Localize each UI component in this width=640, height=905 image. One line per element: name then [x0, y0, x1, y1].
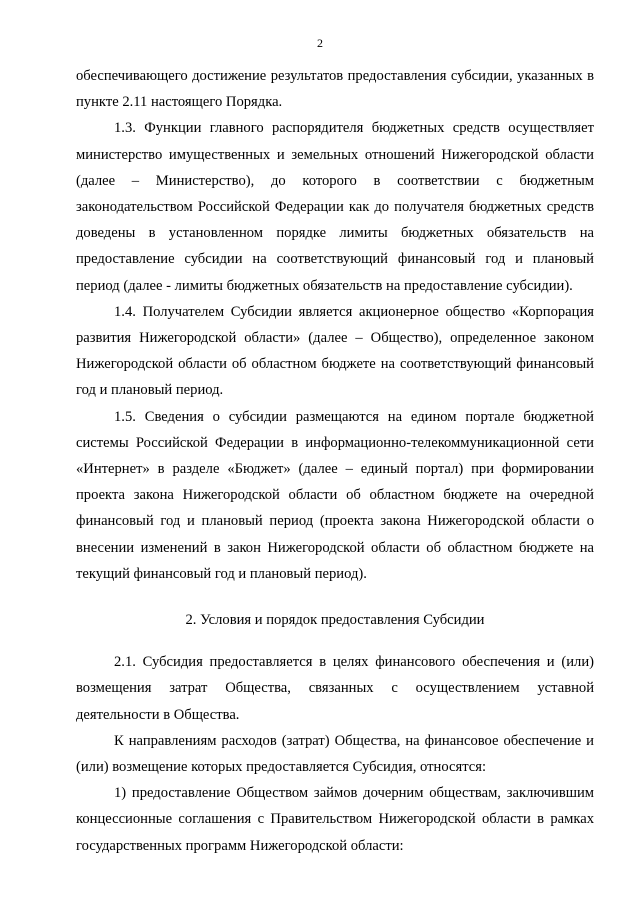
list-item-1: 1) предоставление Обществом займов дочерним обществам, заключившим концессионные соглашения с Правительством Нижегородской области в рамках государственных программ Нижегородской области: [76, 785, 594, 854]
section-heading-2: 2. Условия и порядок предоставления Субсидии [185, 612, 485, 629]
paragraph-1-4: 1.4. Получателем Субсидии является акционерное общество «Корпорация развития Нижегородской области» (далее – Общество), определенное законом Нижегородской области об областном бюджете на соответствующий финансовый год и плановый период. [76, 303, 594, 399]
paragraph-expense-directions: К направлениям расходов (затрат) Общества, на финансовое обеспечение и (или) возмещение которых предоставляется Субсидия, относятся: [76, 732, 594, 776]
paragraph-1-3: 1.3. Функции главного распорядителя бюджетных средств осуществляет министерство имущественных и земельных отношений Нижегородской области (далее – Министерство), до которого в соответствии с бюджетным законодательством Российской Федерации как до получателя бюджетных средств доведены в установленном порядке лимиты бюджетных обязательств на предоставление субсидии на соответствующий финансовый год и плановый период (далее - лимиты бюджетных обязательств на предоставление субсидии). [76, 120, 594, 294]
document-body [76, 63, 594, 859]
page-number: 2 [317, 36, 323, 50]
paragraph-2-1: 2.1. Субсидия предоставляется в целях финансового обеспечения и (или) возмещения затрат Общества, связанных с осуществлением уставной деятельности в Общества. [76, 654, 594, 723]
paragraph-continuation: обеспечивающего достижение результатов предоставления субсидии, указанных в пункте 2.11 настоящего Порядка. [76, 68, 594, 111]
paragraph-1-5: 1.5. Сведения о субсидии размещаются на едином портале бюджетной системы Российской Федерации в информационно-телекоммуникационной сети «Интернет» в разделе «Бюджет» (далее – единый портал) при формировании проекта закона Нижегородской области об областном бюджете на очередной финансовый год и плановый период (проекта закона Нижегородской области о внесении изменений в закон Нижегородской области об областном бюджете на текущий финансовый год и плановый период). [76, 408, 594, 582]
